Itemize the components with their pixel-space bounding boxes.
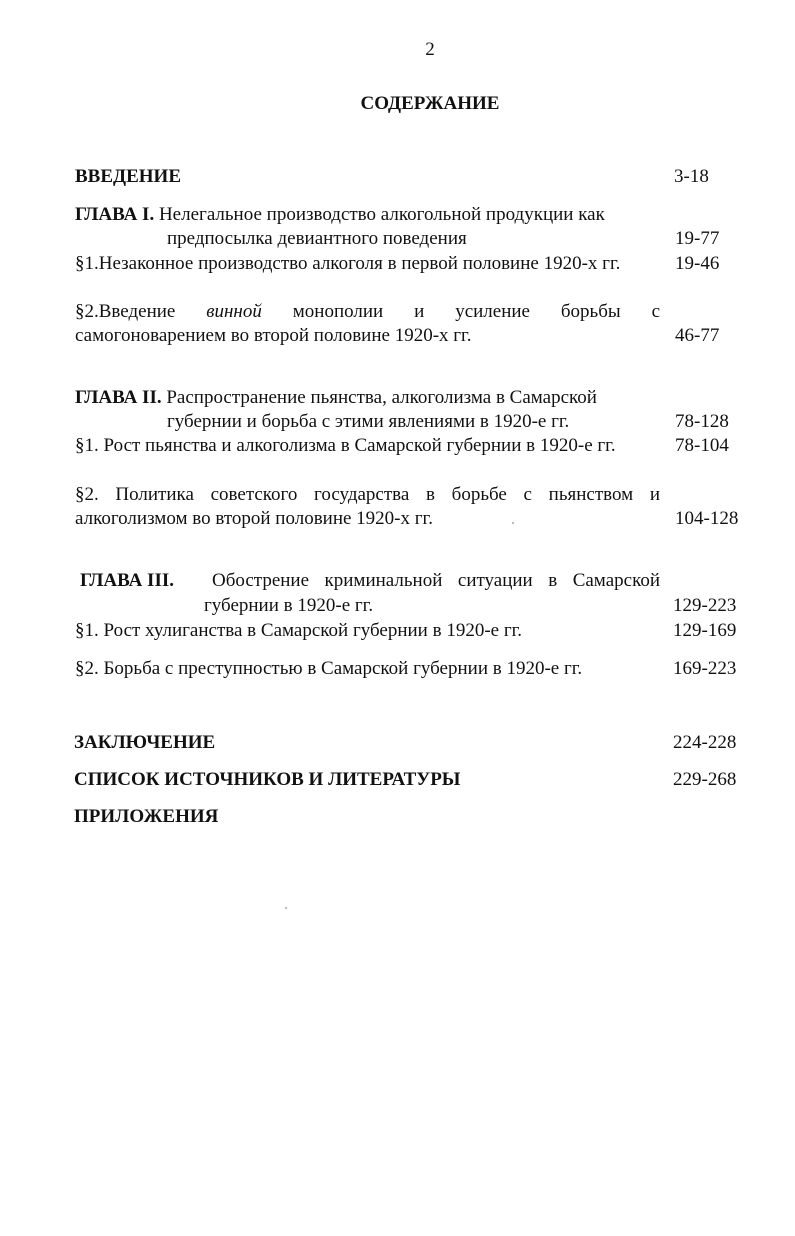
word: и (414, 301, 425, 322)
word: усиление (455, 301, 530, 322)
toc-chapter1-title (75, 203, 605, 227)
toc-intro-label: ВВЕДЕНИЕ (75, 166, 181, 187)
toc-sources-label: СПИСОК ИСТОЧНИКОВ И ЛИТЕРАТУРЫ (74, 769, 461, 790)
toc-appendix-label: ПРИЛОЖЕНИЯ (74, 806, 219, 827)
toc-conclusion-pages: 224-228 (673, 732, 737, 753)
chapter2-line1: Распространение пьянства, алкоголизма в Самарской (166, 387, 597, 408)
chapter2-section1: §1. Рост пьянства и алкоголизма в Самарской губернии в 1920-е гг. (75, 435, 616, 456)
chapter2-section2-line1: §2. Политика советского государства в борьбе с пьянством и (75, 484, 660, 505)
chapter3-section1: §1. Рост хулиганства в Самарской губернии в 1920-е гг. (75, 620, 523, 641)
toc-sources-pages: 229-268 (673, 769, 737, 790)
chapter2-section1-pages: 78-104 (675, 435, 729, 456)
page-title: СОДЕРЖАНИЕ (360, 93, 500, 114)
chapter1-line2: предпосылка девиантного поведения (167, 228, 467, 249)
chapter2-section2-line2: алкоголизмом во второй половине 1920-х гг. (75, 508, 433, 529)
word: §2.Введение (75, 301, 176, 322)
chapter3-section2: §2. Борьба с преступностью в Самарской губернии в 1920-е гг. (75, 658, 583, 679)
toc-conclusion-label: ЗАКЛЮЧЕНИЕ (74, 732, 216, 753)
chapter3-pages: 129-223 (673, 595, 737, 616)
chapter1-line1: Нелегальное производство алкогольной продукции как (158, 204, 605, 225)
toc-chapter3-title (80, 569, 660, 593)
toc-chapter2-title (75, 386, 597, 410)
chapter2-pages: 78-128 (675, 411, 729, 432)
chapter1-section1-pages: 19-46 (675, 253, 720, 274)
word-italic: винной (206, 301, 262, 322)
word: с (651, 301, 660, 322)
chapter3-head: ГЛАВА III. (80, 570, 174, 591)
chapter2-section2-pages: 104-128 (675, 508, 739, 529)
chapter2-line2: губернии и борьба с этими явлениями в 1920-е гг. (167, 411, 570, 432)
chapter3-section2-pages: 169-223 (673, 658, 737, 679)
chapter1-pages: 19-77 (675, 228, 720, 249)
chapter1-head: ГЛАВА I. (75, 204, 155, 225)
scan-speck (512, 522, 514, 524)
scan-speck (285, 907, 287, 909)
chapter2-head: ГЛАВА II. (75, 387, 162, 408)
chapter1-section1: §1.Незаконное производство алкоголя в первой половине 1920-х гг. (75, 253, 621, 274)
chapter1-section2-line1 (75, 300, 660, 324)
word: борьбы (560, 301, 621, 322)
word: монополии (292, 301, 384, 322)
chapter3-line1: Обострение криминальной ситуации в Самарской (212, 570, 660, 591)
chapter1-section2-pages: 46-77 (675, 325, 720, 346)
page-number: 2 (425, 39, 435, 60)
chapter1-section2-line2: самогоноварением во второй половине 1920-х гг. (75, 325, 472, 346)
toc-intro-pages: 3-18 (674, 166, 709, 187)
chapter3-section1-pages: 129-169 (673, 620, 737, 641)
chapter3-line2: губернии в 1920-е гг. (204, 595, 374, 616)
